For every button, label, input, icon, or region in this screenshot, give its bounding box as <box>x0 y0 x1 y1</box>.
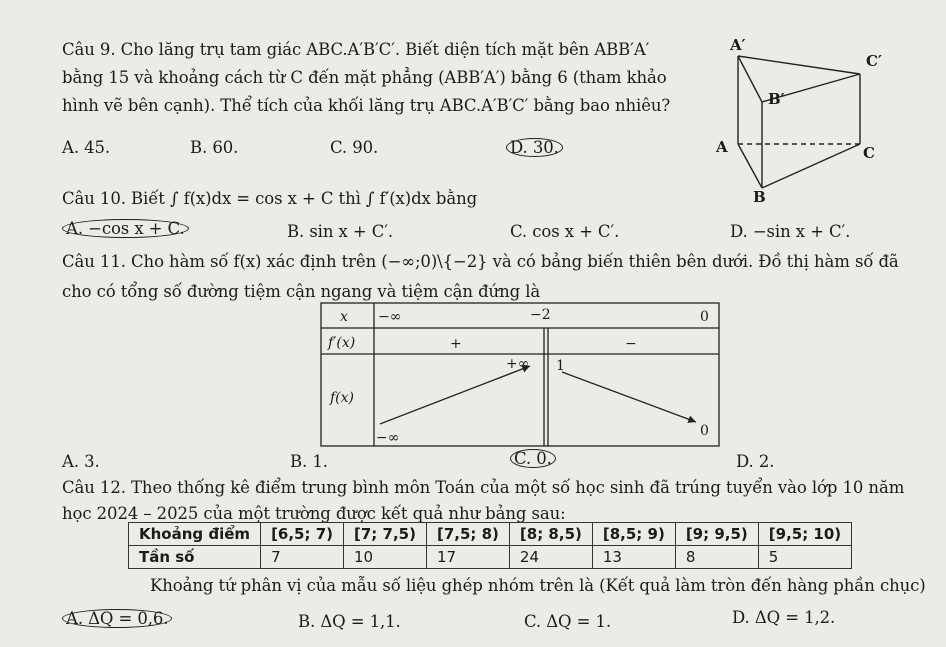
q10-option-a: A. −cos x + C. <box>62 219 189 238</box>
q9-option-b: B. 60. <box>190 138 239 157</box>
q12-option-a: A. ΔQ = 0,6. <box>62 609 172 628</box>
label-a1: A′ <box>730 36 746 54</box>
q11-line2: cho có tổng số đường tiệm cận ngang và tiệm cận đứng là <box>62 282 541 301</box>
q9-line1: Câu 9. Cho lăng trụ tam giác ABC.A′B′C′. Biết diện tích mặt bên ABB′A′ <box>62 40 650 59</box>
q11-option-c: C. 0. <box>510 449 556 468</box>
q10-option-c: C. cos x + C′. <box>510 222 620 241</box>
q9-line3: hình vẽ bên cạnh). Thể tích của khối lăng trụ ABC.A′B′C′ bằng bao nhiêu? <box>62 96 671 115</box>
q11-option-a: A. 3. <box>62 452 100 471</box>
label-c1: C′ <box>866 52 882 70</box>
table-cell: 5 <box>758 546 851 569</box>
vt-fprime-label: f′(x) <box>328 335 356 351</box>
q9-line2: bằng 15 và khoảng cách từ C đến mặt phẳng (ABB′A′) bằng 6 (tham khảo <box>62 68 667 87</box>
label-b: B <box>753 188 766 204</box>
q12-option-b: B. ΔQ = 1,1. <box>298 612 401 631</box>
q12-line1: Câu 12. Theo thống kê điểm trung bình môn Toán của một số học sinh đã trúng tuyển vào lớp 10 năm <box>62 478 905 497</box>
q9-option-d: D. 30. <box>506 138 563 157</box>
q12-option-c: C. ΔQ = 1. <box>524 612 612 631</box>
variation-table <box>320 302 722 448</box>
label-c: C <box>863 144 875 162</box>
vt-fprime-minus: − <box>625 336 637 352</box>
table-cell: [9; 9,5) <box>675 523 758 546</box>
vt-f-zero: 0 <box>700 423 709 439</box>
vt-x-neg-inf: −∞ <box>378 309 402 325</box>
q9-option-c: C. 90. <box>330 138 379 157</box>
row1-label: Khoảng điểm <box>129 523 261 546</box>
vt-f-neg-inf: −∞ <box>376 430 400 446</box>
q11-option-d: D. 2. <box>736 452 775 471</box>
vt-f-label: f(x) <box>330 390 355 406</box>
vt-f-pos-inf: +∞ <box>506 356 530 372</box>
edge-a1b1 <box>738 56 762 102</box>
vt-x-label: x <box>340 309 348 325</box>
frequency-table-wrap <box>128 522 852 569</box>
vt-fprime-plus: + <box>450 336 462 352</box>
label-b1: B′ <box>768 90 785 108</box>
edge-bc <box>762 144 860 188</box>
table-cell: [6,5; 7) <box>261 523 344 546</box>
q10-option-b: B. sin x + C′. <box>287 222 394 241</box>
vt-x-neg2: −2 <box>530 307 551 323</box>
table-cell: 7 <box>261 546 344 569</box>
q10-option-d: D. −sin x + C′. <box>730 222 851 241</box>
edge-ab <box>738 144 762 188</box>
table-cell: 17 <box>426 546 509 569</box>
label-a: A <box>716 138 728 156</box>
vt-x-zero: 0 <box>700 309 709 325</box>
table-cell: 24 <box>509 546 592 569</box>
table-cell: [7,5; 8) <box>426 523 509 546</box>
q12-option-d: D. ΔQ = 1,2. <box>732 608 836 627</box>
table-row <box>129 546 852 569</box>
table-cell: 8 <box>675 546 758 569</box>
table-cell: 13 <box>592 546 675 569</box>
q10-text: Câu 10. Biết ∫ f(x)dx = cos x + C thì ∫ f′(x)dx bằng <box>62 189 478 208</box>
q12-line2: học 2024 – 2025 của một trường được kết quả như bảng sau: <box>62 504 566 523</box>
vt-f-one: 1 <box>556 358 565 374</box>
prism-figure <box>700 34 890 204</box>
q9-option-a: A. 45. <box>62 138 111 157</box>
row2-label: Tần số <box>129 546 261 569</box>
table-cell: [8,5; 9) <box>592 523 675 546</box>
q12-line3: Khoảng tứ phân vị của mẫu số liệu ghép nhóm trên là (Kết quả làm tròn đến hàng phần chục) <box>150 576 926 595</box>
table-cell: [9,5; 10) <box>758 523 851 546</box>
q11-option-b: B. 1. <box>290 452 328 471</box>
table-row <box>129 523 852 546</box>
table-cell: 10 <box>344 546 427 569</box>
edge-a1c1 <box>738 56 860 74</box>
table-cell: [7; 7,5) <box>344 523 427 546</box>
q11-line1: Câu 11. Cho hàm số f(x) xác định trên (−∞;0)\{−2} và có bảng biến thiên bên dưới. Đồ thị hàm số đã <box>62 252 899 271</box>
table-cell: [8; 8,5) <box>509 523 592 546</box>
frequency-table <box>128 522 852 569</box>
